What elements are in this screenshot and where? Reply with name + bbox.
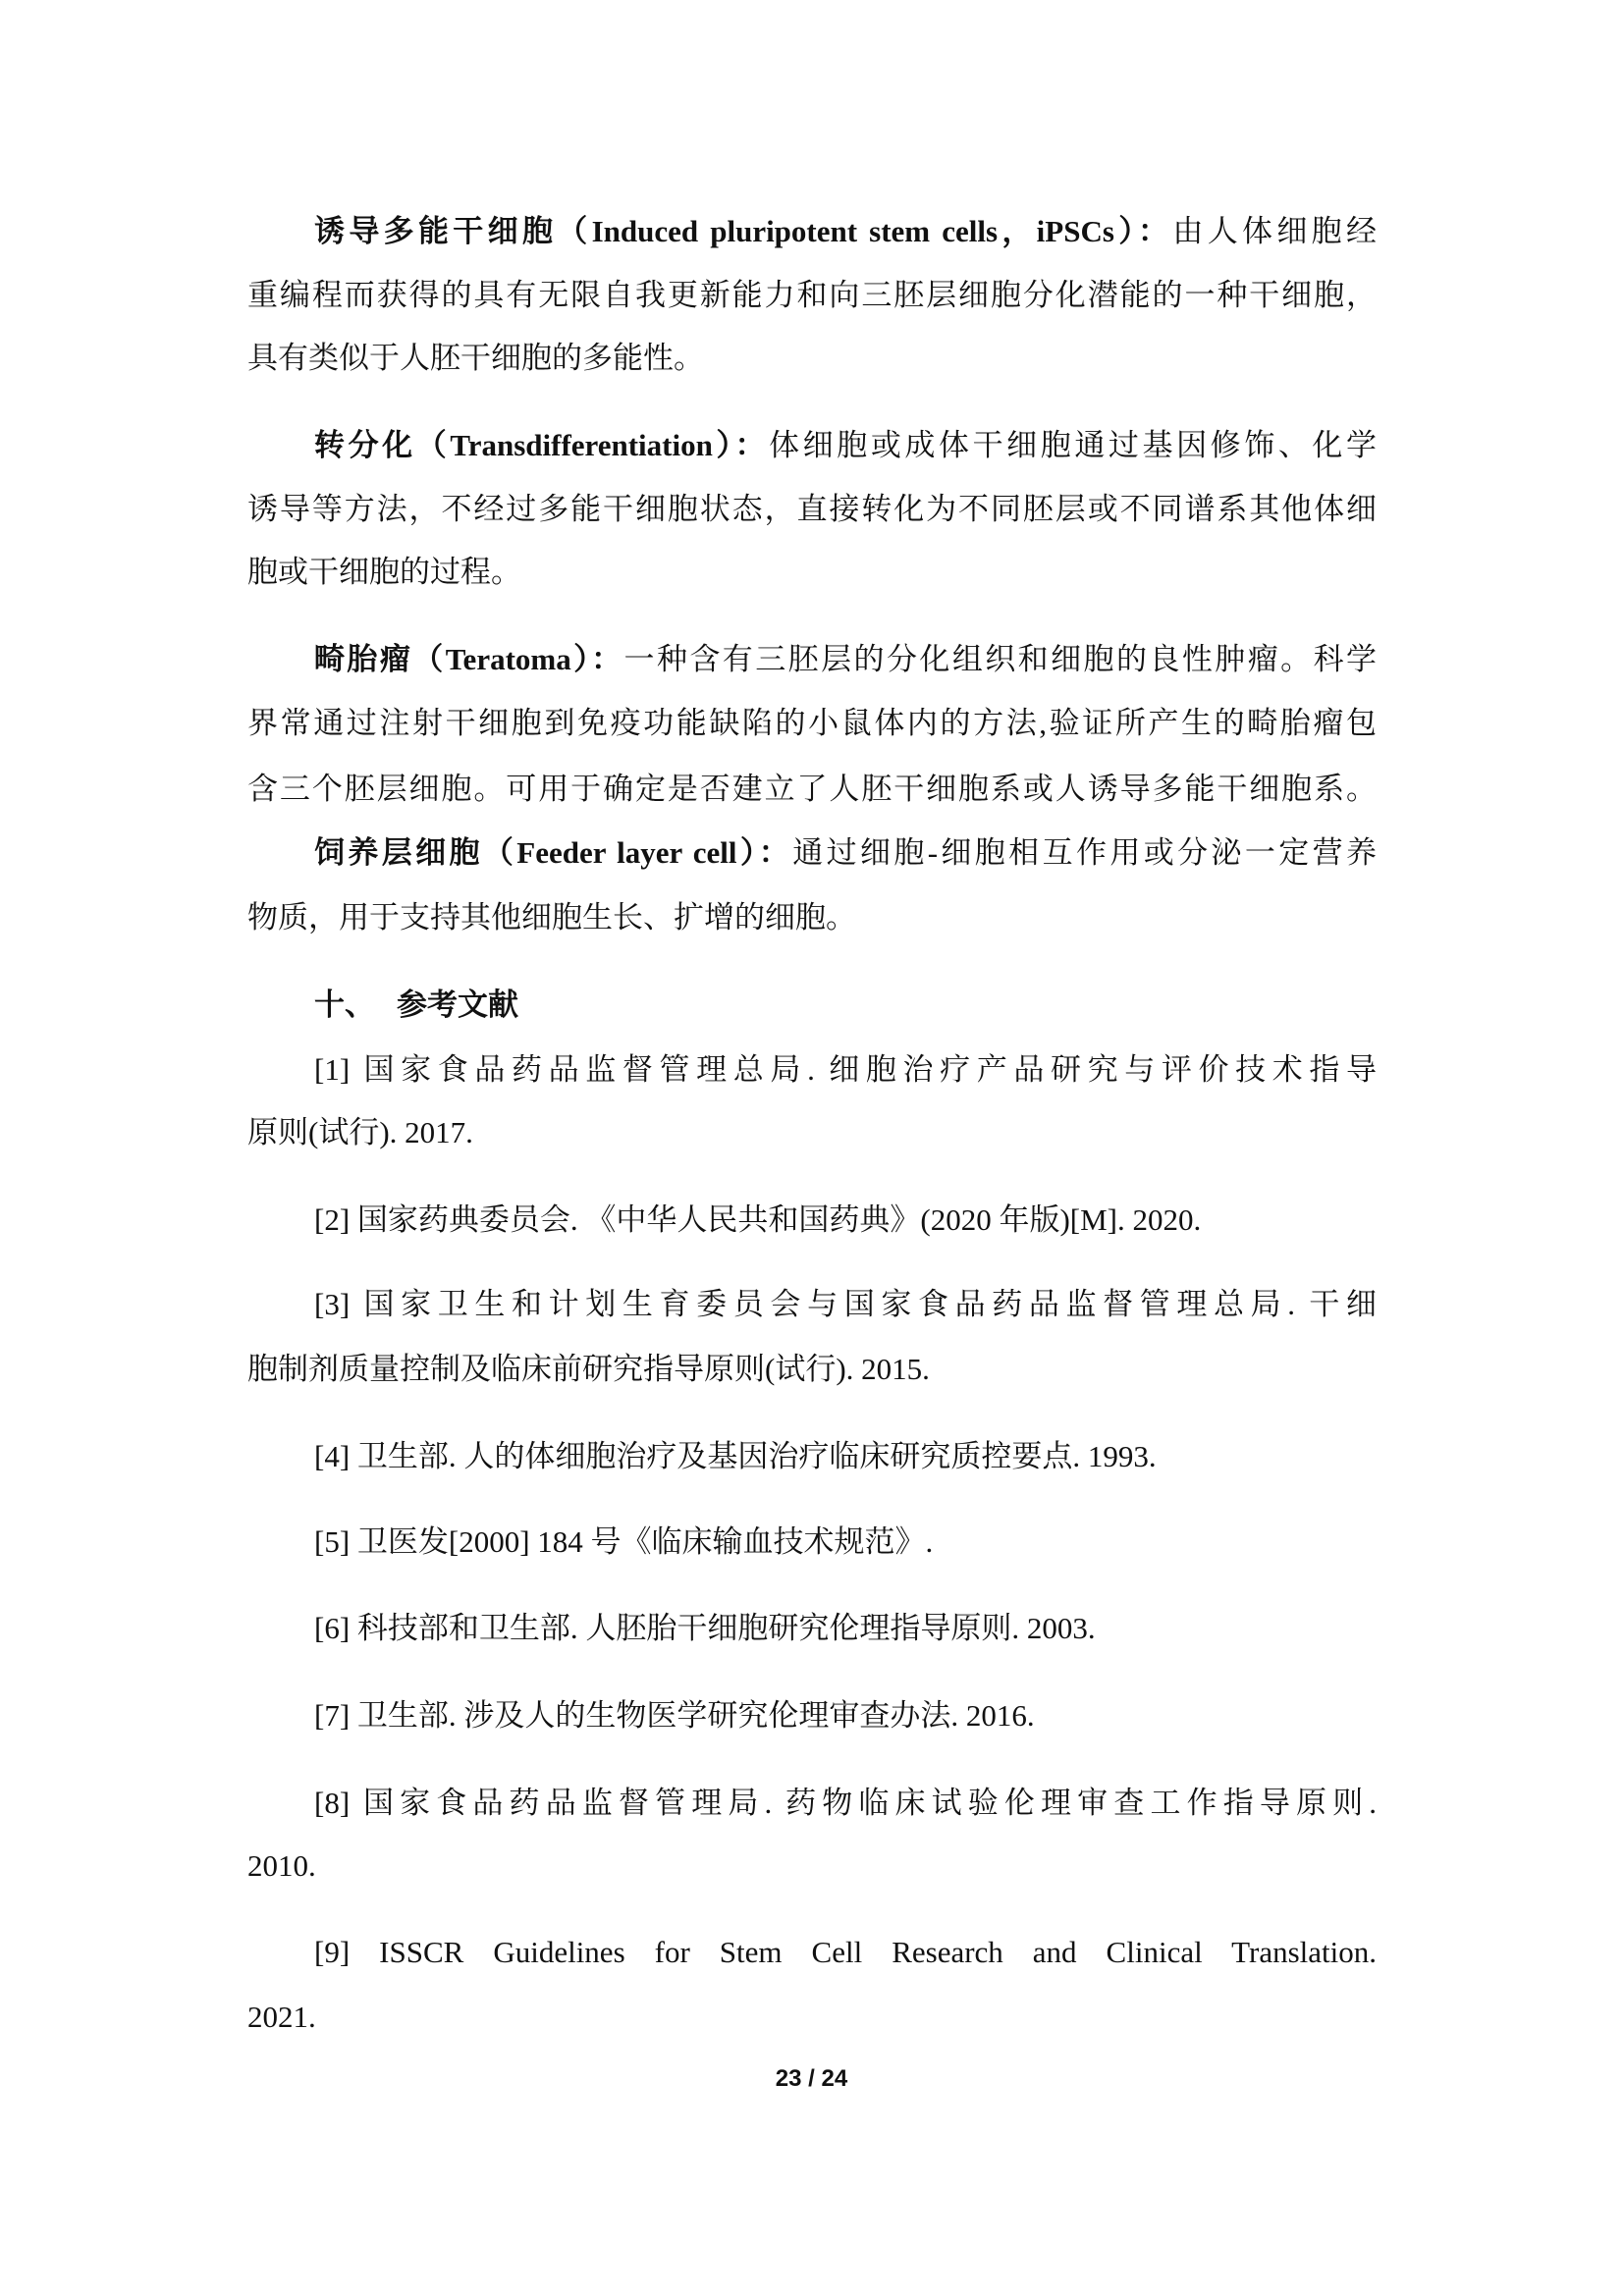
definition-ipsc-line-3: 具有类似于人胚干细胞的多能性。 [247,341,704,375]
definition-term: 诱导多能干细胞（Induced pluripotent stem cells，iPSCs）： [314,214,1173,248]
definition-term: 转分化（Transdifferentiation）： [314,428,770,462]
definition-ipsc-line-2: 重编程而获得的具有无限自我更新能力和向三胚层细胞分化潜能的一种干细胞， [247,278,1377,312]
definition-feeder-line-1 [314,831,1377,875]
page-number: 23 / 24 [775,2065,848,2092]
definition-ipsc-line-1 [314,210,1377,253]
reference-2: [2] 国家药典委员会. 《中华人民共和国药典》(2020 年版)[M]. 2020. [314,1202,1202,1237]
section-number: 十、 [314,988,375,1022]
section-title: 参考文献 [397,988,518,1022]
definition-term: 饲养层细胞（Feeder layer cell）： [314,835,793,870]
reference-3-line-1: [3] 国家卫生和计划生育委员会与国家食品药品监督管理总局. 干细 [314,1287,1377,1321]
reference-1-line-1: [1] 国家食品药品监督管理总局. 细胞治疗产品研究与评价技术指导 [314,1052,1377,1087]
reference-5: [5] 卫医发[2000] 184 号《临床输血技术规范》. [314,1524,934,1559]
definition-term: 畸胎瘤（Teratoma）： [314,642,624,676]
definition-feeder-line-2: 物质，用于支持其他细胞生长、扩增的细胞。 [247,900,856,934]
definition-transdiff-line-2: 诱导等方法，不经过多能干细胞状态，直接转化为不同胚层或不同谱系其他体细 [247,492,1377,526]
reference-7: [7] 卫生部. 涉及人的生物医学研究伦理审查办法. 2016. [314,1698,1035,1733]
definition-transdiff-line-3: 胞或干细胞的过程。 [247,555,521,589]
definition-teratoma-line-1 [314,638,1377,681]
section-heading [314,984,1377,1027]
reference-8-line-2: 2010. [247,1848,316,1883]
definition-text: 体细胞或成体干细胞通过基因修饰、化学 [769,428,1377,462]
definition-teratoma-line-3: 含三个胚层细胞。可用于确定是否建立了人胚干细胞系或人诱导多能干细胞系。 [247,772,1377,806]
reference-4: [4] 卫生部. 人的体细胞治疗及基因治疗临床研究质控要点. 1993. [314,1439,1157,1473]
reference-6: [6] 科技部和卫生部. 人胚胎干细胞研究伦理指导原则. 2003. [314,1611,1096,1645]
reference-9-line-2: 2021. [247,2000,316,2034]
definition-text: 一种含有三胚层的分化组织和细胞的良性肿瘤。科学 [623,642,1377,676]
reference-1-line-2: 原则(试行). 2017. [247,1115,473,1149]
definition-text: 通过细胞-细胞相互作用或分泌一定营养 [792,835,1378,870]
reference-9-line-1: [9] ISSCR Guidelines for Stem Cell Research and Clinical Translation. [314,1935,1377,1969]
definition-text: 由人体细胞经 [1172,214,1378,248]
reference-3-line-2: 胞制剂质量控制及临床前研究指导原则(试行). 2015. [247,1352,930,1386]
definition-teratoma-line-2: 界常通过注射干细胞到免疫功能缺陷的小鼠体内的方法,验证所产生的畸胎瘤包 [247,706,1377,740]
definition-transdiff-line-1 [314,424,1377,467]
reference-8-line-1: [8] 国家食品药品监督管理局. 药物临床试验伦理审查工作指导原则. [314,1786,1377,1820]
